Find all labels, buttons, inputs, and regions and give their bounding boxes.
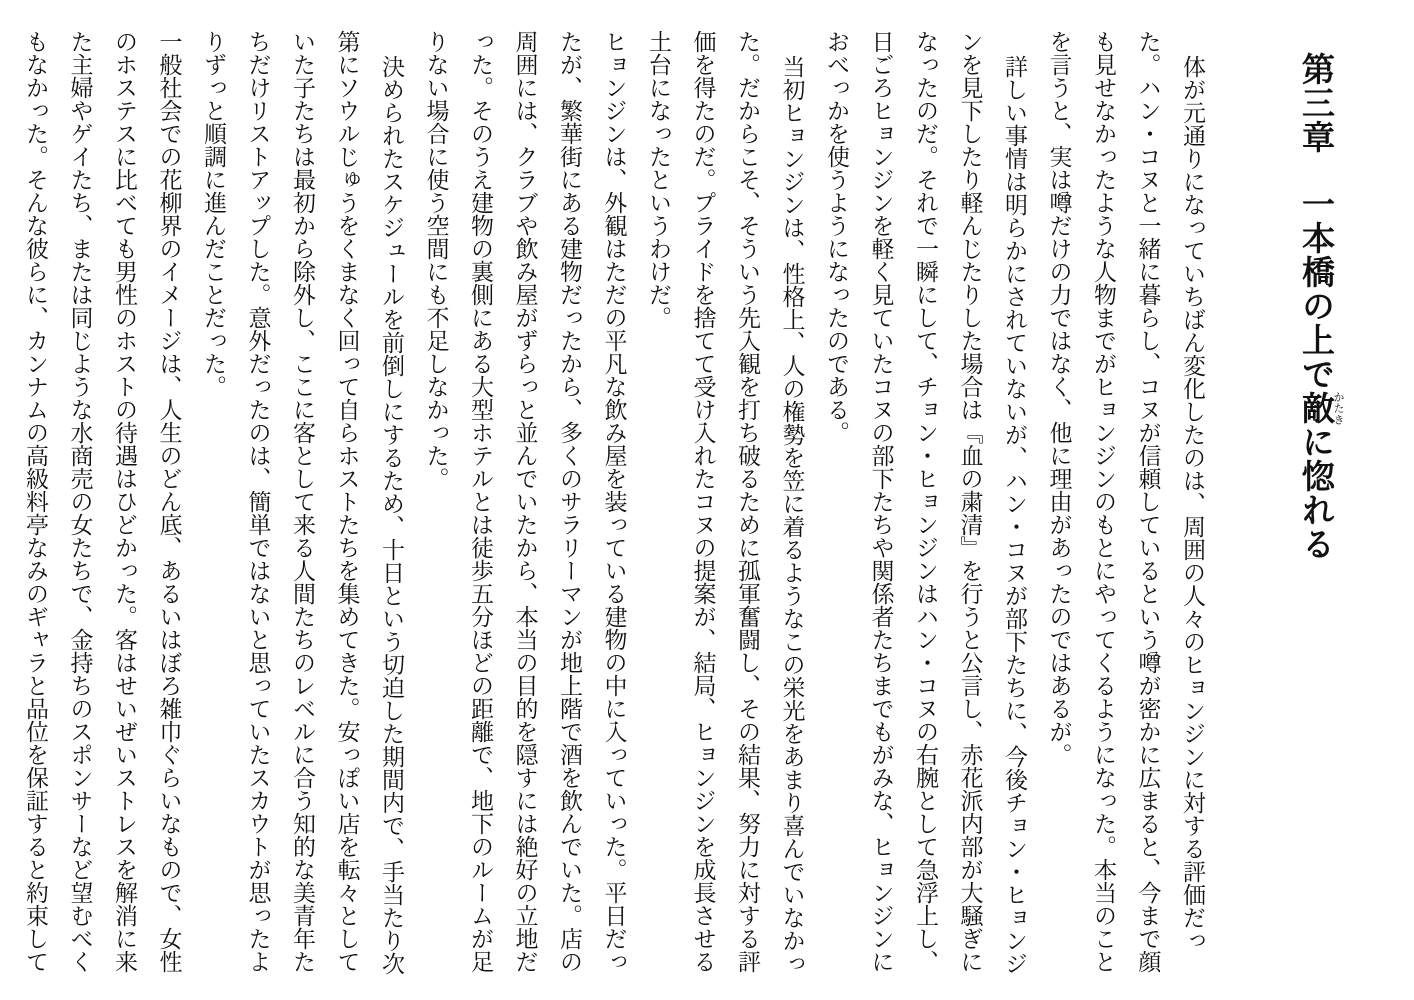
body-line: 体が元通りになっていちばん変化したのは、周囲の人々のヒョンジンに対する評価だっ — [1180, 55, 1205, 953]
body-line: を言うと、実は噂だけの力ではなく、他に理由があったのではあるが。 — [1046, 30, 1072, 766]
body-line: 決められたスケジュールを前倒しにするため、十日という切迫した期間内で、手当たり次 — [379, 55, 404, 976]
chapter-title-pre: 一本橋の上で — [1297, 187, 1333, 391]
body-line: たが、繁華街にある建物だったから、多くのサラリーマンが地上階で酒を飲んでいた。店の — [557, 30, 582, 973]
body-line: た。だからこそ、そういう先入観を打ち破るために孤軍奮闘し、その結果、努力に対する評 — [735, 30, 760, 973]
chapter-title — [1292, 52, 1344, 561]
body-line: なったのだ。それで一瞬にして、チョン・ヒョンジンはハン・コヌの右腕として急浮上し、 — [913, 30, 938, 973]
body-line: りずっと順調に進んだことだった。 — [201, 30, 226, 398]
body-line: た主婦やゲイたち、または同じような水商売の女たちで、金持ちのスポンサーなど望むべく — [67, 30, 93, 973]
body-line: ヒョンジンは、外観はただの平凡な飲み屋を装っている建物の中に入っていった。平日だっ — [601, 30, 627, 973]
body-line: のホステスに比べても男性のホストの待遇はひどかった。客はせいぜいストレスを解消に来 — [112, 30, 137, 973]
chapter-title-post: に惚れる — [1297, 425, 1333, 561]
body-line: もなかった。そんな彼らに、カンナムの高級料亭なみのギャラと品位を保証すると約束して — [23, 30, 48, 973]
ruby-furigana: かたき — [1332, 391, 1344, 425]
body-line: た。ハン・コヌと一緒に暮らし、コヌが信頼しているという噂が密かに広まると、今まで顔 — [1135, 30, 1161, 973]
body-line: 価を得たのだ。プライドを捨てて受け入れたコヌの提案が、結局、ヒョンジンを成長させる — [690, 30, 716, 973]
body-line: おべっかを使うようになったのである。 — [824, 30, 849, 444]
body-line: 第にソウルじゅうをくまなく回って自らホストたちを集めてきた。安っぽい店を転々として — [334, 30, 360, 973]
body-line: 一般社会での花柳界のイメージは、人生のどん底、あるいはぼろ雑巾ぐらいなもので、女性 — [156, 30, 182, 973]
body-line: 当初ヒョンジンは、性格上、人の権勢を笠に着るようなこの栄光をあまり喜んでいなかっ — [779, 55, 805, 976]
body-text — [13, 30, 1215, 976]
body-line: も見せなかったような人物までがヒョンジンのもとにやってくるようになった。本当のこと — [1091, 30, 1116, 973]
body-line: 詳しい事情は明らかにされていないが、ハン・コヌが部下たちに、今後チョン・ヒョンジ — [1002, 55, 1027, 976]
ruby-base: 敵 — [1297, 391, 1333, 425]
chapter-title-text — [1297, 187, 1344, 561]
body-line: 日ごろヒョンジンを軽く見ていたコヌの部下たちや関係者たちまでもがみな、ヒョンジンに — [868, 30, 894, 973]
body-line: 土台になったというわけだ。 — [646, 30, 671, 329]
body-line: いた子たちは最初から除外し、ここに客として来る人間たちのレベルに合う知的な美青年た — [290, 30, 315, 973]
body-line: りない場合に使う空間にも不足しなかった。 — [423, 30, 449, 490]
body-line: 周囲には、クラブや飲み屋がずらっと並んでいたから、本当の目的を隠すには絶好の立地だ — [512, 30, 538, 973]
ruby-kataki — [1297, 391, 1344, 425]
body-line: ちだけリストアップした。意外だったのは、簡単ではないと思っていたスカウトが思ったよ — [245, 30, 271, 973]
chapter-number: 第三章 — [1297, 52, 1333, 154]
body-line: ンを見下したり軽んじたりした場合は『血の粛清』を行うと公言し、赤花派内部が大騒ぎに — [957, 30, 983, 973]
body-line: った。そのうえ建物の裏側にある大型ホテルとは徒歩五分ほどの距離で、地下のルームが足 — [468, 30, 493, 973]
